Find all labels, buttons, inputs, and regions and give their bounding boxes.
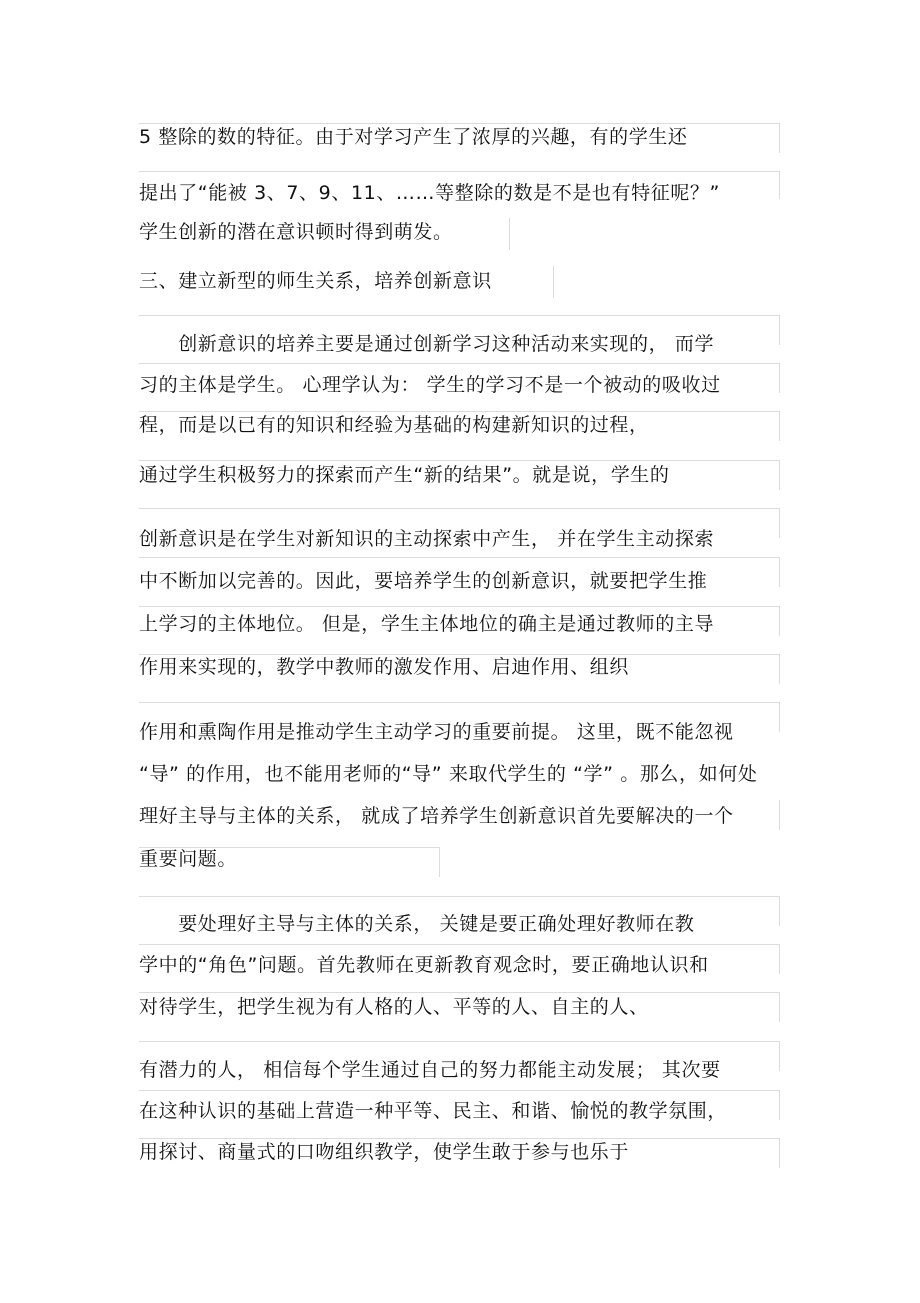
cell-rule — [779, 1138, 780, 1168]
cell-rule — [139, 315, 779, 316]
text-line: 对待学生，把学生视为有人格的人、平等的人、自主的人、 — [139, 996, 649, 1018]
cell-rule — [553, 266, 554, 298]
cell-rule — [779, 896, 780, 926]
cell-rule — [139, 896, 779, 897]
text-line: 创新意识是在学生对新知识的主动探索中产生， 并在学生主动探索 — [139, 528, 715, 550]
cell-rule — [139, 702, 779, 703]
cell-rule — [139, 363, 779, 364]
text-line: 作用来实现的，教学中教师的激发作用、启迪作用、组织 — [139, 656, 630, 678]
cell-rule — [779, 411, 780, 441]
cell-rule — [509, 218, 510, 250]
cell-rule — [779, 944, 780, 974]
cell-rule — [139, 557, 779, 558]
text-line: 在这种认识的基础上营造一种平等、民主、和谐、愉悦的教学氛围， — [139, 1100, 728, 1122]
text-line: 要处理好主导与主体的关系， 关键是要正确处理好教师在教 — [139, 913, 695, 935]
cell-rule — [779, 557, 780, 587]
text-line: 提出了“能被 3、7、9、11、……等整除的数是不是也有特征呢？” — [139, 182, 720, 204]
text-line: 中不断加以完善的。因此，要培养学生的创新意识，就要把学生推 — [139, 570, 708, 592]
cell-rule — [139, 992, 779, 993]
cell-rule — [139, 460, 779, 461]
cell-rule — [779, 315, 780, 345]
cell-rule — [779, 171, 780, 199]
text-line: 重要问题。 — [139, 848, 238, 870]
cell-rule — [779, 702, 780, 732]
cell-rule — [779, 1041, 780, 1071]
text-line: 通过学生积极努力的探索而产生“新的结果”。就是说，学生的 — [139, 464, 670, 486]
cell-rule — [779, 992, 780, 1022]
text-line: 程，而是以已有的知识和经验为基础的构建新知识的过程， — [139, 414, 649, 436]
cell-rule — [139, 1041, 779, 1042]
text-line: 上学习的主体地位。 但是，学生主体地位的确主是通过教师的主导 — [139, 613, 715, 635]
cell-rule — [139, 508, 779, 509]
text-line: 学生创新的潜在意识顿时得到萌发。 — [139, 221, 453, 243]
cell-rule — [779, 123, 780, 153]
text-line: 有潜力的人， 相信每个学生通过自己的努力都能主动发展； 其次要 — [139, 1059, 721, 1081]
section-heading: 三、建立新型的师生关系，培养创新意识 — [139, 270, 492, 292]
text-line: 作用和熏陶作用是推动学生主动学习的重要前提。 这里，既不能忽视 — [139, 721, 734, 743]
text-line: 5 整除的数的特征。由于对学习产生了浓厚的兴趣，有的学生还 — [139, 126, 688, 148]
cell-rule — [139, 944, 779, 945]
text-line: 学中的“角色”问题。首先教师在更新教育观念时，要正确地认识和 — [139, 954, 709, 976]
text-line: 创新意识的培养主要是通过创新学习这种活动来实现的， 而学 — [139, 333, 715, 355]
cell-rule — [139, 606, 779, 607]
cell-rule — [779, 1090, 780, 1120]
cell-rule — [779, 363, 780, 393]
cell-rule — [139, 1090, 779, 1091]
text-line: 习的主体是学生。 心理学认为： 学生的学习不是一个被动的吸收过 — [139, 374, 721, 396]
text-line: 理好主导与主体的关系， 就成了培养学生创新意识首先要解决的一个 — [139, 805, 734, 827]
cell-rule — [779, 460, 780, 490]
text-line: 用探讨、商量式的口吻组织教学，使学生敢于参与也乐于 — [139, 1141, 630, 1163]
cell-rule — [779, 654, 780, 684]
cell-rule — [779, 508, 780, 538]
text-line: “导” 的作用，也不能用老师的“导” 来取代学生的 “学” 。那么，如何处 — [139, 763, 758, 785]
cell-rule — [779, 606, 780, 636]
cell-rule — [439, 847, 440, 877]
cell-rule — [779, 800, 780, 830]
cell-rule — [139, 171, 779, 172]
